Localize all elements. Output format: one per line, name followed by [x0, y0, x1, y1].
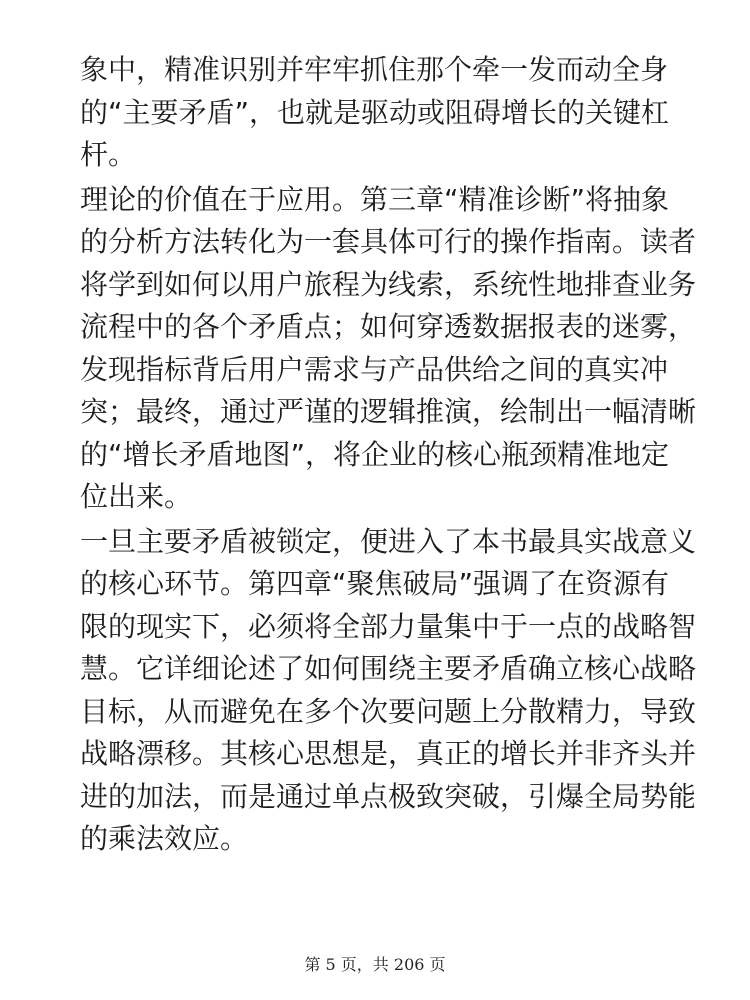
- paragraph-chapter-three: [80, 179, 710, 519]
- text-line: 的“增长矛盾地图”，将企业的核心瓶颈精准地定: [80, 437, 670, 471]
- text-line: 的“主要矛盾”，也就是驱动或阻碍增长的关键杠: [80, 95, 670, 129]
- text-line: 的乘法效应。: [80, 822, 249, 855]
- text-line: 目标，从而避免在多个次要问题上分散精力，导致: [80, 694, 697, 728]
- text-line: 突；最终，通过严谨的逻辑推演，绘制出一幅清晰: [80, 395, 697, 428]
- text-line: 限的现实下，必须将全部力量集中于一点的战略智: [80, 609, 697, 643]
- text-line: 位出来。: [80, 480, 193, 513]
- text-line: 一旦主要矛盾被锁定，便进入了本书最具实战意义: [80, 524, 697, 558]
- text-line: 的核心环节。第四章“聚焦破局”强调了在资源有: [80, 567, 670, 600]
- page-number-footer: 第 5 页，共 206 页: [304, 955, 446, 974]
- text-line: 象中，精准识别并牢牢抓住那个牵一发而动全身: [80, 53, 669, 86]
- paragraph-continuation: [80, 49, 710, 177]
- text-line: 发现指标背后用户需求与产品供给之间的真实冲: [80, 352, 669, 386]
- paragraph-chapter-four: [80, 521, 710, 861]
- text-line: 将学到如何以用户旅程为线索，系统性地排查业务: [80, 267, 697, 301]
- text-line: 杆。: [80, 138, 137, 171]
- text-line: 战略漂移。其核心思想是，真正的增长并非齐头并: [80, 737, 697, 770]
- text-line: 进的加法，而是通过单点极致突破，引爆全局势能: [80, 779, 697, 813]
- text-line: 流程中的各个矛盾点；如何穿透数据报表的迷雾，: [80, 310, 697, 343]
- text-line: 理论的价值在于应用。第三章“精准诊断”将抽象: [80, 182, 670, 216]
- text-line: 的分析方法转化为一套具体可行的操作指南。读者: [80, 225, 697, 258]
- text-line: 慧。它详细论述了如何围绕主要矛盾确立核心战略: [80, 652, 697, 685]
